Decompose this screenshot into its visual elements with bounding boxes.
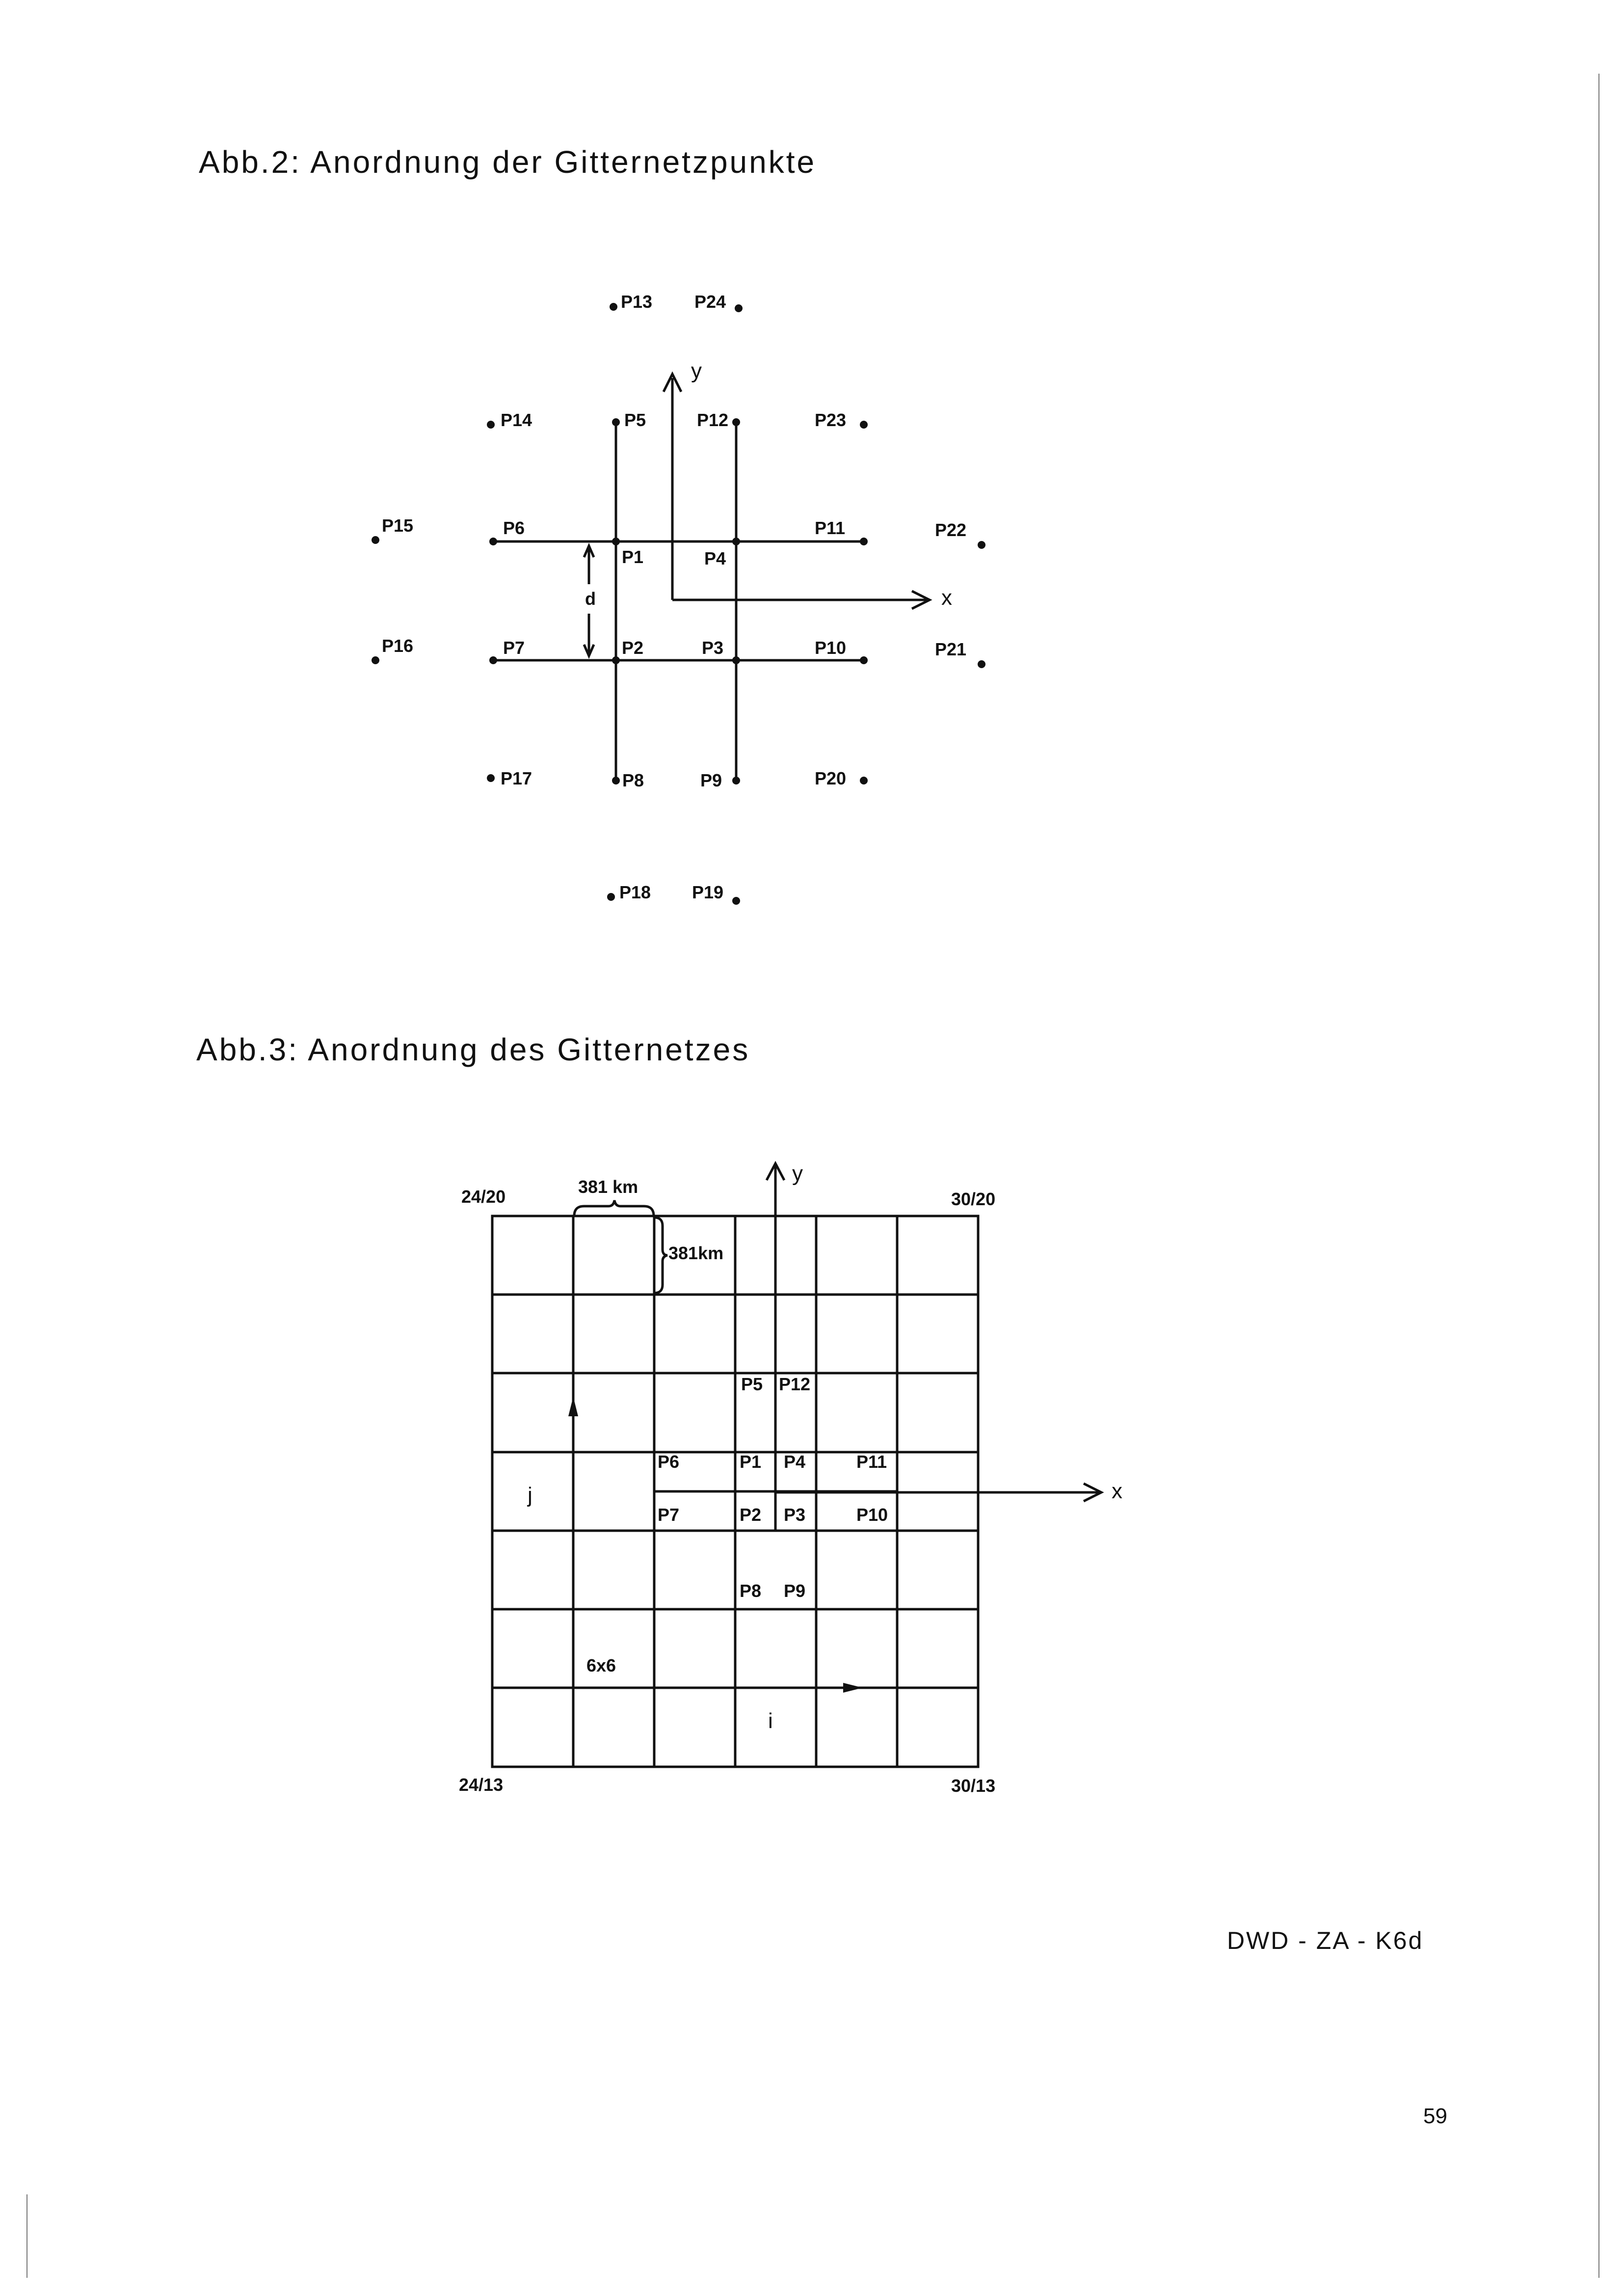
- grid-point-p2: P2: [740, 1505, 762, 1525]
- point-p13-label: P13: [621, 292, 653, 312]
- point-p5-dot: [612, 418, 620, 426]
- point-p16-label: P16: [382, 636, 414, 656]
- point-p9-label: P9: [700, 770, 722, 790]
- point-p7-label: P7: [503, 638, 525, 658]
- grid-point-p4: P4: [784, 1452, 806, 1472]
- grid-point-p7: P7: [658, 1505, 680, 1525]
- point-p14-label: P14: [501, 410, 532, 430]
- y-axis-label: y: [792, 1162, 803, 1186]
- page-number: 59: [1423, 2104, 1447, 2128]
- x-axis-label: x: [941, 586, 952, 610]
- point-p6-dot: [489, 538, 497, 545]
- grid-point-p1: P1: [740, 1452, 762, 1472]
- cell-width-brace: [574, 1200, 654, 1216]
- figure-2-diagram: [372, 292, 985, 905]
- y-axis-label: y: [691, 359, 702, 383]
- grid-point-p11: P11: [856, 1452, 887, 1472]
- point-p8-label: P8: [622, 770, 644, 790]
- point-p21-dot: [978, 660, 985, 668]
- point-p6-label: P6: [503, 518, 525, 538]
- point-p15-dot: [372, 536, 379, 544]
- grid-point-p8: P8: [740, 1581, 762, 1601]
- point-p22-label: P22: [935, 520, 967, 540]
- x-axis-label: x: [1112, 1479, 1122, 1503]
- grid-point-p3: P3: [784, 1505, 806, 1525]
- point-p1-dot: [612, 538, 620, 545]
- point-p12-label: P12: [697, 410, 729, 430]
- corner-bottom-left: 24/13: [459, 1775, 504, 1795]
- grid-point-p5: P5: [741, 1374, 763, 1394]
- point-p3-label: P3: [702, 638, 724, 658]
- point-p10-label: P10: [815, 638, 847, 658]
- grid-point-p9: P9: [784, 1581, 806, 1601]
- point-p9-dot: [732, 777, 740, 784]
- point-p15-label: P15: [382, 515, 414, 536]
- grid-point-p10: P10: [856, 1505, 888, 1525]
- point-p13-dot: [610, 303, 617, 311]
- spacing-label: d: [585, 589, 596, 609]
- point-p20-label: P20: [815, 768, 847, 788]
- point-p17-label: P17: [501, 768, 532, 788]
- point-p24-label: P24: [694, 292, 726, 312]
- point-p2-label: P2: [622, 638, 644, 658]
- point-p20-dot: [860, 777, 868, 784]
- point-p17-dot: [487, 774, 495, 782]
- point-p21-label: P21: [935, 639, 967, 659]
- corner-bottom-right: 30/13: [951, 1776, 996, 1796]
- point-p4-label: P4: [704, 548, 726, 568]
- figure-2-title: Abb.2: Anordnung der Gitternetzpunkte: [199, 144, 817, 180]
- cell-height-brace: [654, 1217, 667, 1293]
- corner-top-left: 24/20: [461, 1187, 506, 1207]
- point-p23-label: P23: [815, 410, 847, 430]
- grid-point-p6: P6: [658, 1452, 680, 1472]
- point-p19-dot: [732, 897, 740, 905]
- point-p11-dot: [860, 538, 868, 545]
- point-p7-dot: [489, 656, 497, 664]
- point-p8-dot: [612, 777, 620, 784]
- point-p10-dot: [860, 656, 868, 664]
- point-p19-label: P19: [692, 882, 724, 902]
- point-p2-dot: [612, 656, 620, 664]
- corner-top-right: 30/20: [951, 1189, 996, 1209]
- index-i-label: i: [768, 1709, 773, 1733]
- point-p16-dot: [372, 656, 379, 664]
- point-p4-dot: [732, 538, 740, 545]
- figure-3-title: Abb.3: Anordnung des Gitternetzes: [196, 1032, 750, 1067]
- grid-size-label: 6x6: [586, 1655, 616, 1675]
- point-p18-dot: [607, 893, 615, 901]
- grid-point-p12: P12: [779, 1374, 811, 1394]
- point-p14-dot: [487, 421, 495, 429]
- index-j-label: j: [528, 1483, 532, 1507]
- point-p23-dot: [860, 421, 868, 429]
- point-p1-label: P1: [622, 547, 644, 567]
- figure-3-diagram: [459, 1162, 1122, 1796]
- i-arrowhead: [843, 1683, 863, 1693]
- document-code: DWD - ZA - K6d: [1227, 1927, 1424, 1954]
- point-p12-dot: [732, 418, 740, 426]
- cell-width-label: 381 km: [578, 1177, 639, 1197]
- point-p5-label: P5: [624, 410, 646, 430]
- j-arrowhead: [568, 1397, 578, 1416]
- point-p3-dot: [732, 656, 740, 664]
- point-p24-dot: [735, 304, 743, 312]
- cell-height-label: 381km: [668, 1243, 724, 1263]
- point-p11-label: P11: [815, 518, 846, 538]
- point-p18-label: P18: [619, 882, 651, 902]
- point-p22-dot: [978, 541, 985, 549]
